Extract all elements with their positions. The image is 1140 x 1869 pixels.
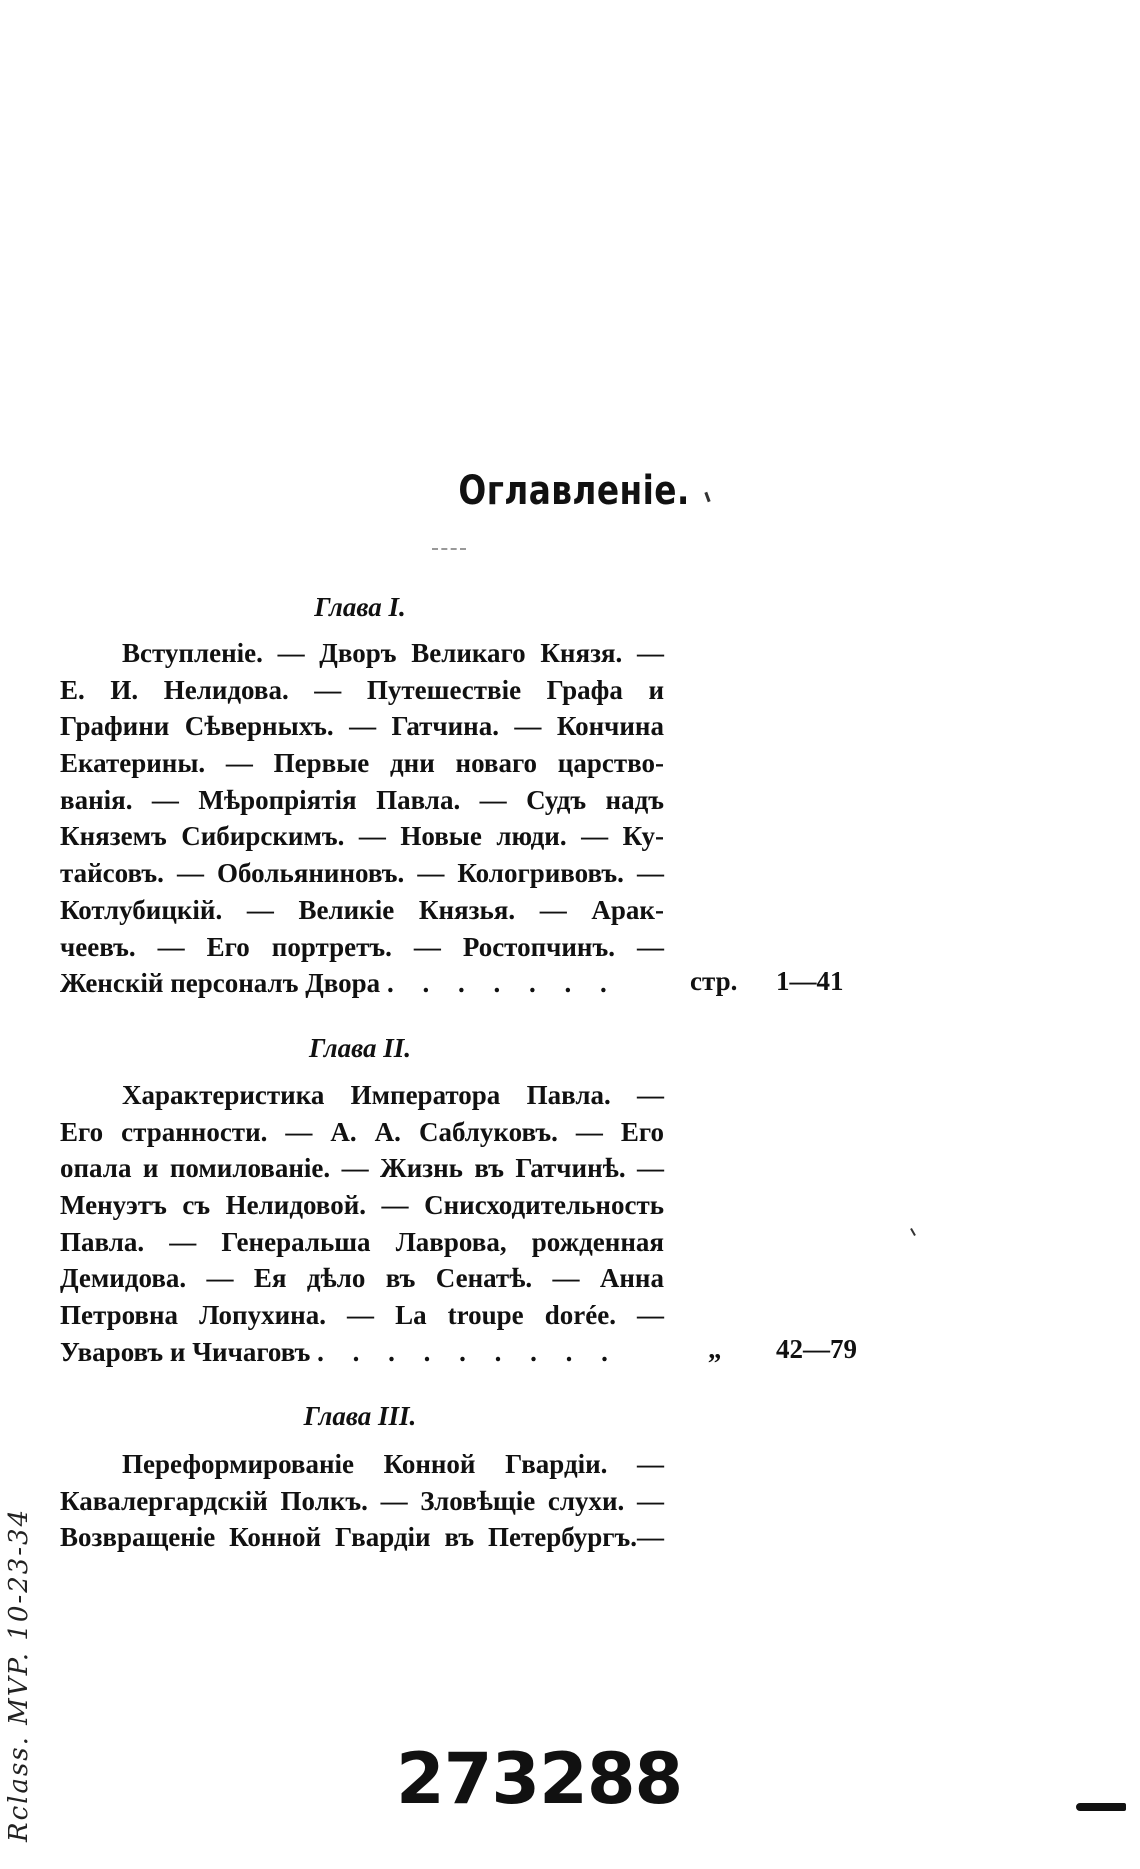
page-range — [690, 966, 844, 997]
chapter-entry — [60, 1446, 664, 1556]
leader-dots: . . . . . . . . . — [317, 1336, 619, 1367]
entry-line: Е. И. Нелидова. — Путешествіе Графа и — [60, 674, 664, 705]
leader-dots: . . . . . . . — [386, 968, 618, 999]
speck-mark — [910, 1228, 916, 1236]
entry-line: Графини Сѣверныхъ. — Гатчина. — Кончина — [60, 711, 664, 742]
entry-line-last — [60, 1334, 664, 1371]
entry-text: Женскій персоналъ Двора — [60, 968, 381, 999]
entry-line: Екатерины. — Первые дни новаго царство- — [60, 748, 664, 779]
page-range — [708, 1334, 857, 1365]
chapter-heading: Глава I. — [314, 592, 406, 622]
page-numbers: 1—41 — [776, 966, 844, 996]
page-prefix: „ — [708, 1334, 722, 1364]
entry-line: чеевъ. — Его портретъ. — Ростопчинъ. — — [60, 931, 664, 962]
entry-line: тайсовъ. — Обольяниновъ. — Кологривовъ. — — [60, 858, 664, 889]
entry-line: Кавалергардскій Полкъ. — Зловѣщіе слухи. — — [60, 1485, 664, 1516]
page-prefix: стр. — [690, 966, 738, 996]
entry-line: ванія. — Мѣропріятія Павла. — Судъ надъ — [60, 784, 664, 815]
entry-line: Петровна Лопухина. — La troupe dorée. — — [60, 1300, 664, 1331]
handwritten-margin-note: Rclass. MVP. 10-23-34 — [4, 1507, 34, 1842]
page-numbers: 42—79 — [776, 1334, 857, 1364]
chapter-entry — [60, 1077, 664, 1371]
chapter-heading: Глава III. — [303, 1401, 417, 1431]
entry-line: Демидова. — Ея дѣло въ Сенатѣ. — Анна — [60, 1263, 664, 1294]
entry-line: Характеристика Императора Павла. — — [122, 1080, 664, 1110]
accession-number: 273288 — [396, 1738, 683, 1820]
entry-line: Княземъ Сибирскимъ. — Новые люди. — Ку- — [60, 821, 664, 852]
entry-line: опала и помилованіе. — Жизнь въ Гатчинѣ. — — [60, 1153, 664, 1184]
title-divider — [432, 548, 466, 552]
chapter-entry — [60, 635, 664, 1002]
page-title: Оглавленіе. — [458, 468, 690, 514]
entry-line: Возвращеніе Конной Гвардіи въ Петербургъ.— — [60, 1522, 664, 1553]
entry-line: Переформированіе Конной Гвардіи. — — [122, 1449, 664, 1479]
entry-line: Его странности. — А. А. Саблуковъ. — Его — [60, 1116, 664, 1147]
entry-line-last — [60, 965, 664, 1002]
edge-mark — [1076, 1803, 1126, 1811]
entry-line: Менуэтъ съ Нелидовой. — Снисходительность — [60, 1190, 664, 1221]
chapter-heading: Глава II. — [308, 1033, 412, 1063]
entry-line: Вступленіе. — Дворъ Великаго Князя. — — [122, 638, 664, 668]
entry-line: Котлубицкій. — Великіе Князья. — Арак- — [60, 894, 664, 925]
entry-text: Уваровъ и Чичаговъ — [60, 1336, 311, 1367]
entry-line: Павла. — Генеральша Лаврова, рожденная — [60, 1226, 664, 1257]
